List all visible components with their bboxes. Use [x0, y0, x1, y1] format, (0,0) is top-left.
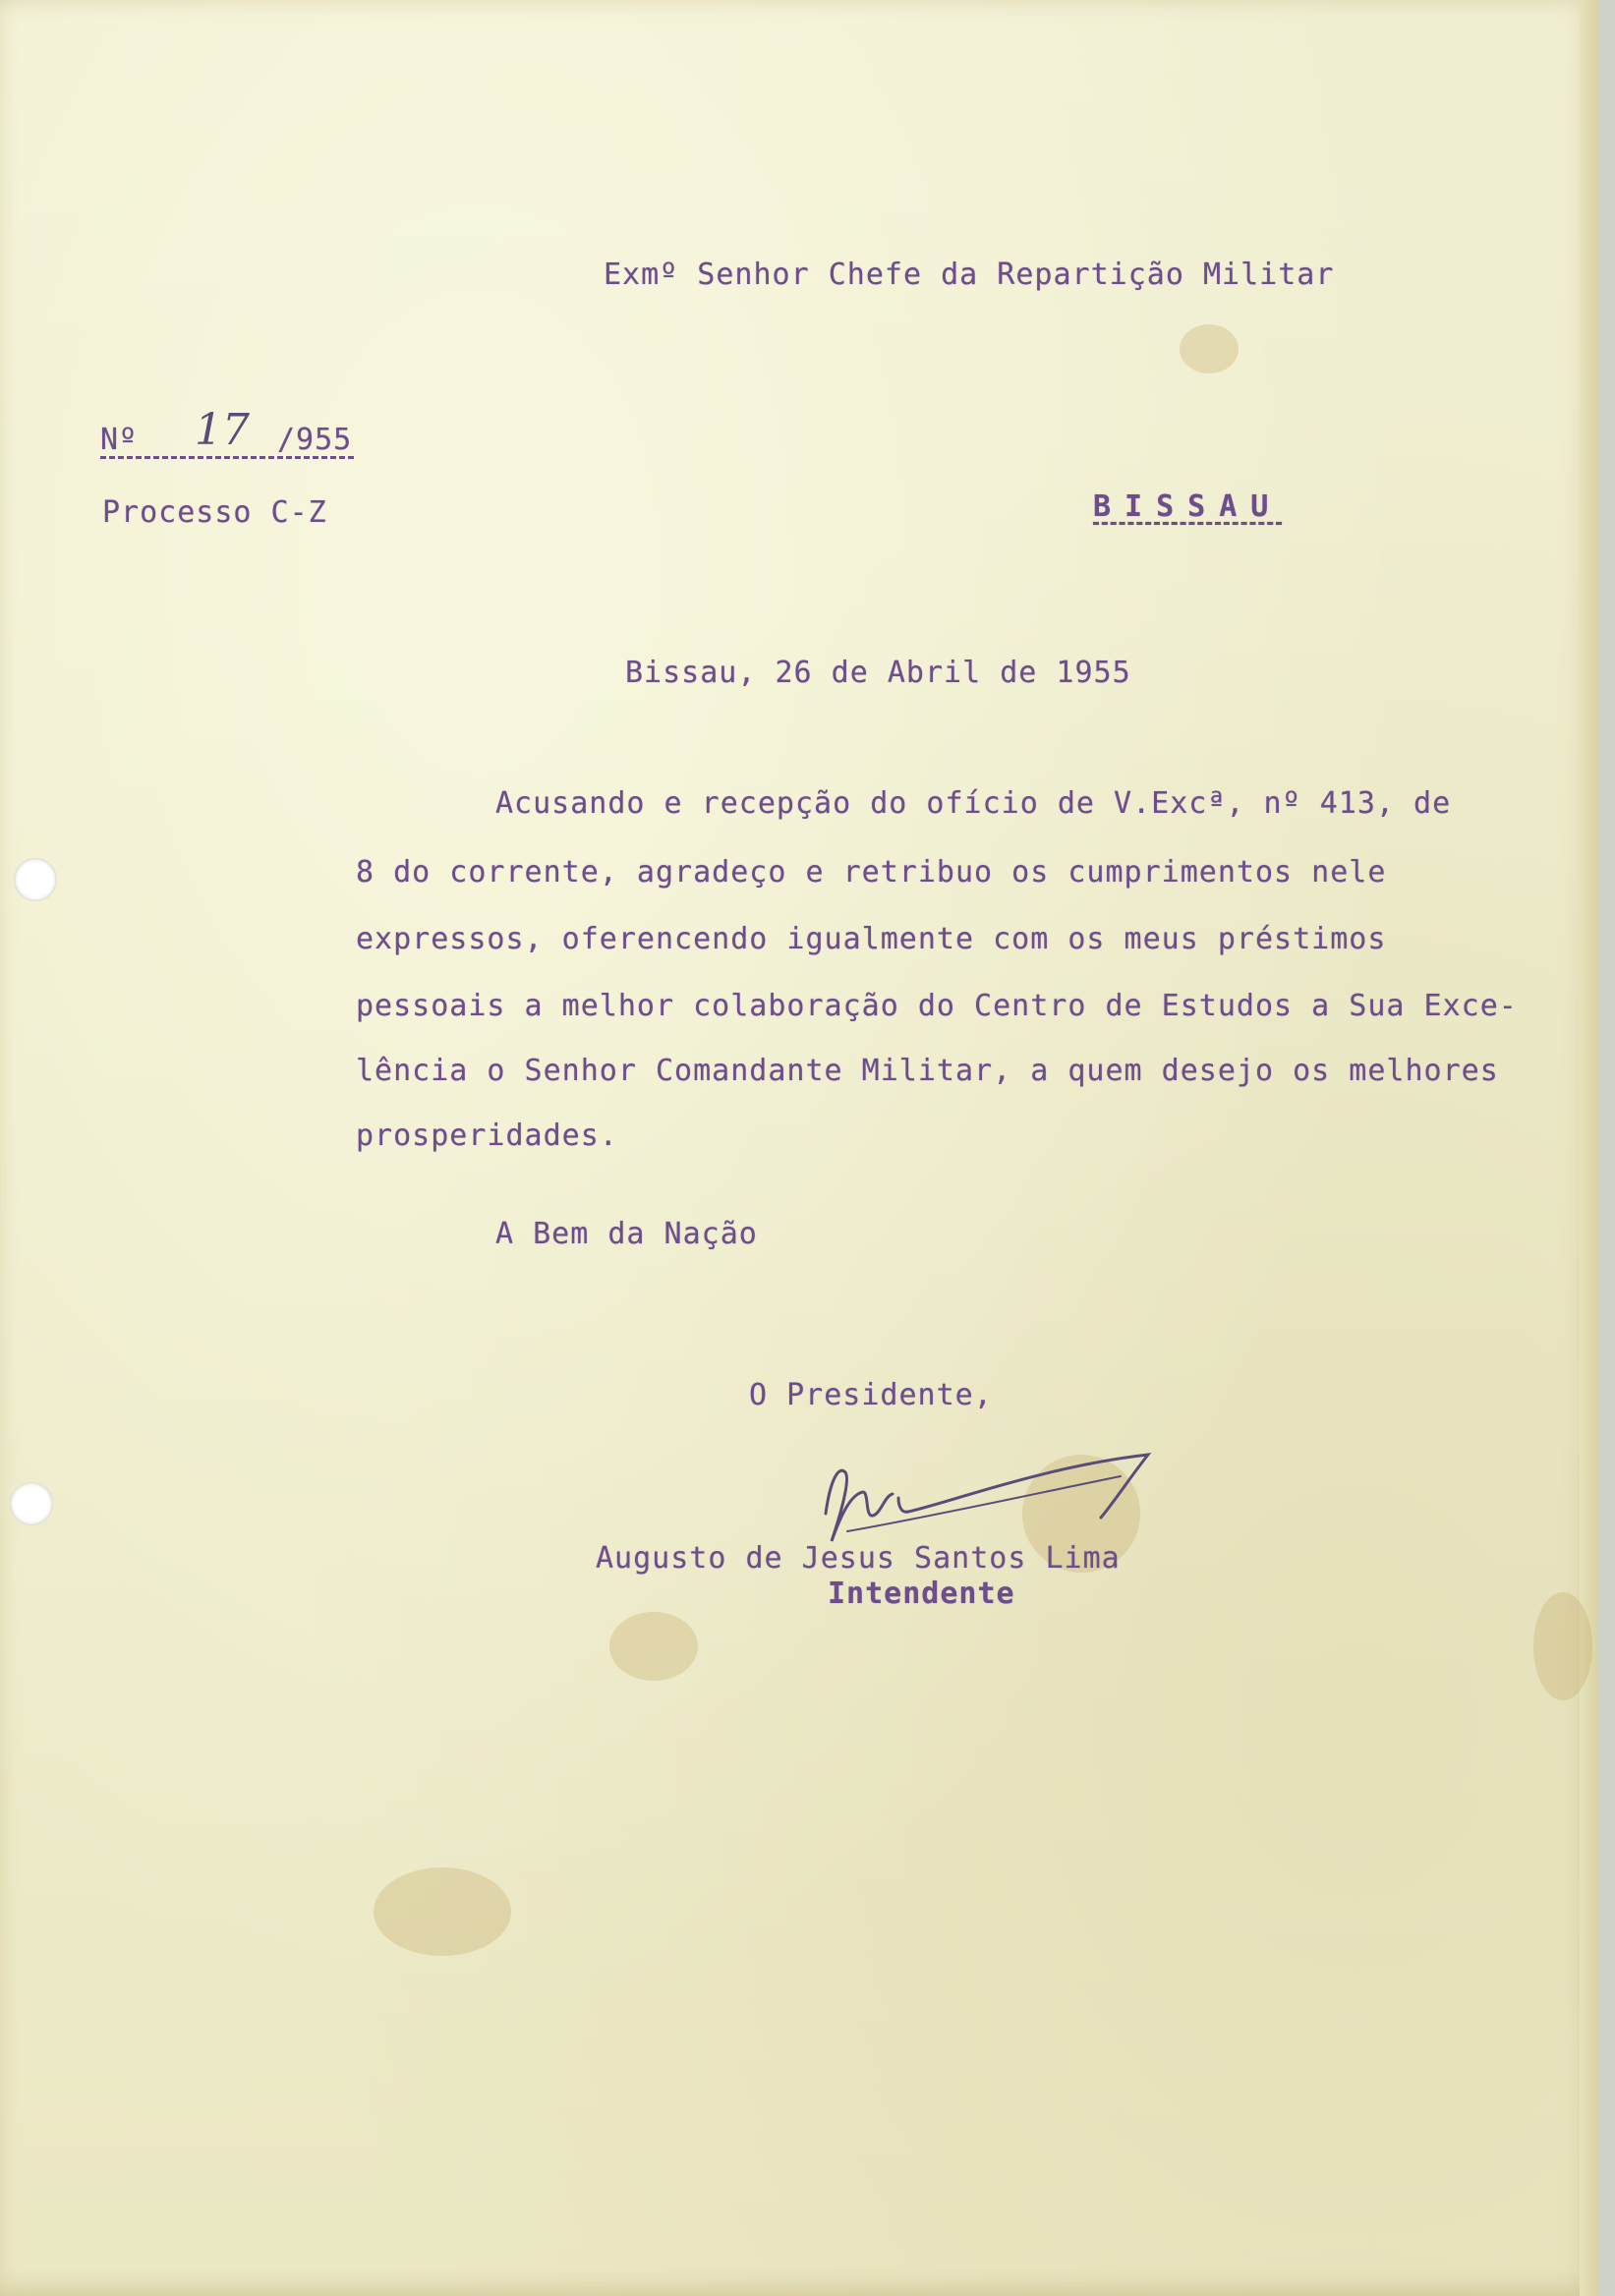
paper-stain — [1533, 1592, 1592, 1700]
number-handwritten: 17 — [195, 405, 250, 455]
body-line: prosperidades. — [356, 1119, 618, 1153]
number-underline — [100, 456, 354, 459]
signatory-name: Augusto de Jesus Santos Lima — [596, 1541, 1121, 1576]
dateline: Bissau, 26 de Abril de 1955 — [625, 656, 1131, 690]
handwritten-signature — [808, 1445, 1162, 1553]
city-heading: BISSAU — [1093, 489, 1283, 524]
paper-stain — [1180, 324, 1239, 373]
paper-edge — [1580, 0, 1597, 2296]
number-year: /955 — [277, 423, 353, 457]
body-line: lência o Senhor Comandante Militar, a quem desejo os melhores — [356, 1054, 1499, 1088]
number-prefix: Nº — [100, 423, 139, 457]
body-line: Acusando e recepção do ofício de V.Excª, nº 413, de — [495, 786, 1452, 821]
paper-stain — [374, 1867, 511, 1956]
body-line: pessoais a melhor colaboração do Centro de Estudos a Sua Exce- — [356, 989, 1518, 1023]
signatory-title: Intendente — [828, 1577, 1015, 1611]
punch-hole — [14, 858, 57, 901]
signatory-role: O Presidente, — [749, 1378, 993, 1412]
closing-salutation: A Bem da Nação — [495, 1217, 758, 1251]
paper-stain — [609, 1612, 698, 1681]
punch-hole — [10, 1482, 53, 1525]
body-line: 8 do corrente, agradeço e retribuo os cumprimentos nele — [356, 855, 1387, 890]
body-line: expressos, oferencendo igualmente com os meus préstimos — [356, 922, 1387, 956]
process-reference: Processo C-Z — [102, 495, 327, 530]
addressee: Exmº Senhor Chefe da Repartição Militar — [604, 258, 1335, 292]
